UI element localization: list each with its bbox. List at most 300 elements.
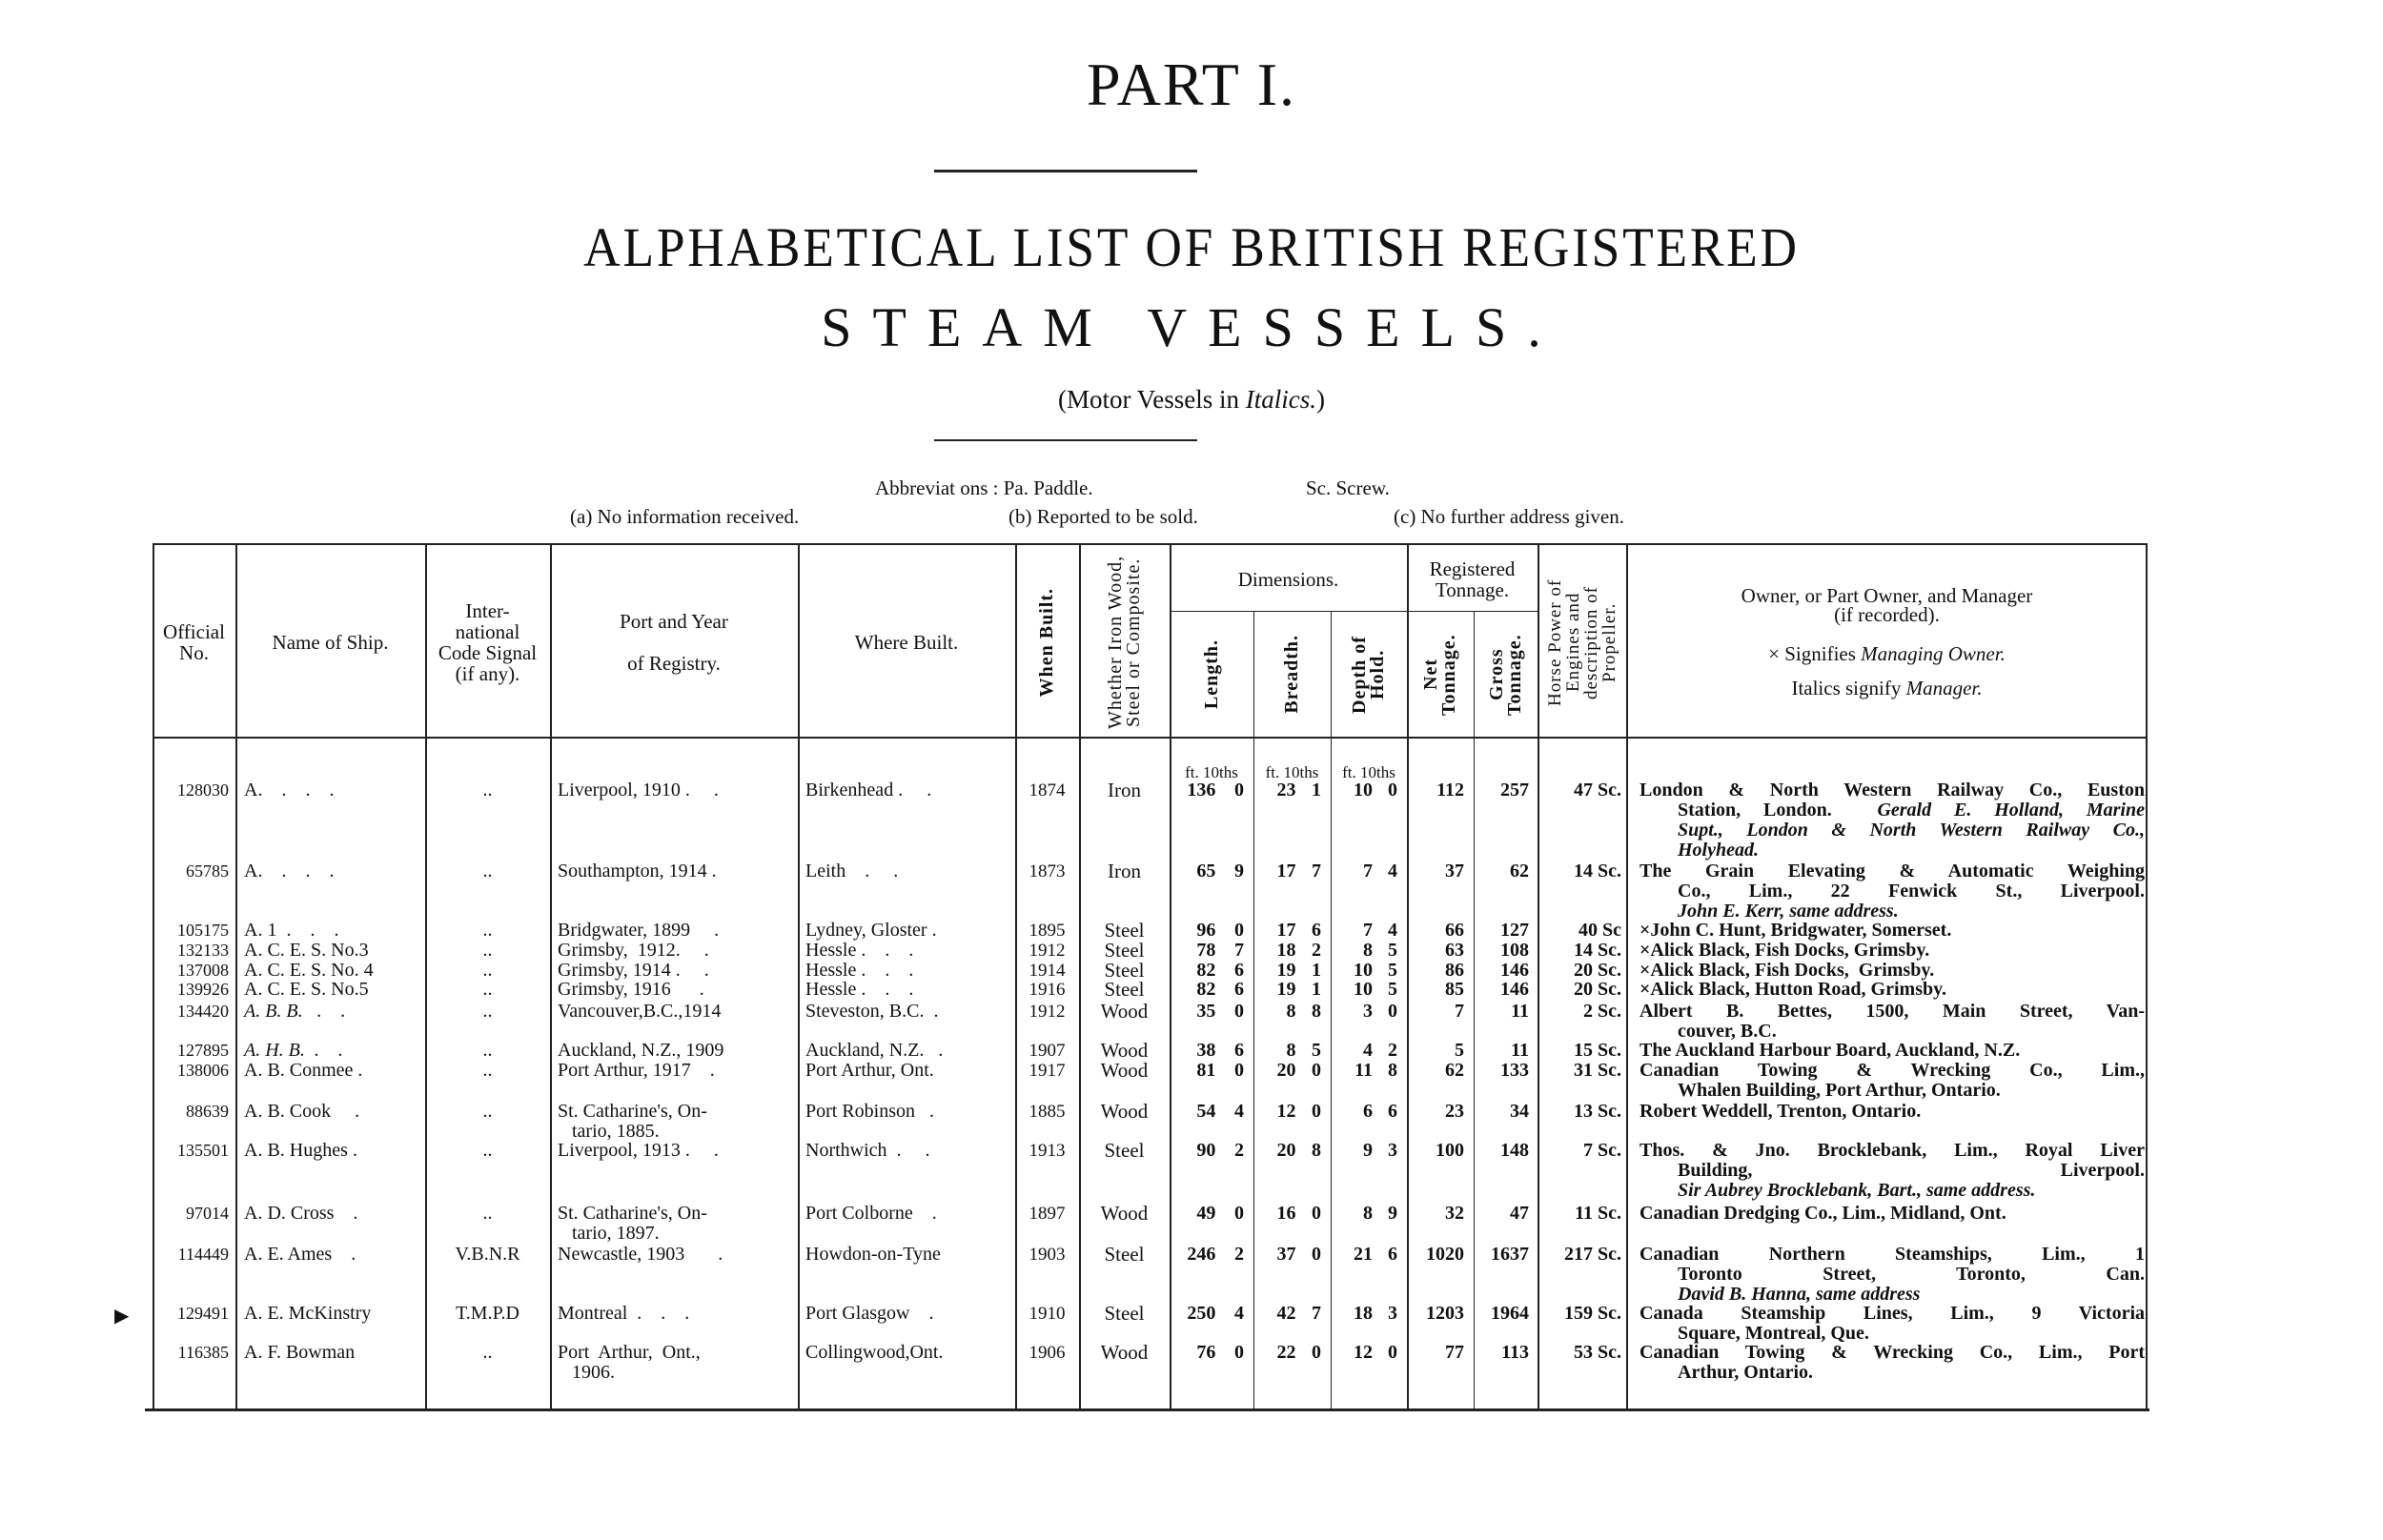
official-no: 97014	[186, 1204, 229, 1223]
where-built: Steveston, B.C. .	[805, 1001, 939, 1022]
when-built: 1903	[1029, 1245, 1066, 1265]
horse-power: 2 Sc.	[1583, 1001, 1621, 1022]
length-feet: 96	[1196, 920, 1216, 941]
when-built: 1912	[1029, 1002, 1066, 1022]
official-no: 138006	[177, 1061, 229, 1080]
owner-line	[1640, 1285, 2145, 1305]
gross-tonnage: 127	[1500, 920, 1529, 941]
owner	[1640, 1041, 2145, 1061]
gross-tonnage: 34	[1510, 1101, 1529, 1122]
owner-line	[1640, 1081, 2145, 1101]
depth-feet: 7	[1363, 861, 1373, 881]
owner-text: Canada Steamship Lines, Lim., 9 Victoria	[1640, 1303, 2145, 1324]
owner-line	[1640, 1324, 2145, 1344]
ship-name: A. 1 . . .	[244, 920, 339, 941]
manager-text: Gerald E. Holland, Marine	[1877, 800, 2145, 821]
owner-line	[1640, 1061, 2145, 1081]
breadth-tenths: 0	[1312, 1244, 1321, 1265]
length-feet: 38	[1196, 1040, 1216, 1061]
code-signal: ..	[482, 1203, 493, 1224]
length-tenths: 2	[1234, 1140, 1244, 1161]
material: Steel	[1104, 919, 1145, 942]
header-name: Name of Ship.	[272, 631, 389, 654]
manager-text: John E. Kerr, same address.	[1678, 901, 1899, 922]
gross-tonnage: 148	[1500, 1140, 1529, 1161]
length-tenths: 9	[1234, 861, 1244, 881]
owner-text: Canadian Towing & Wrecking Co., Lim.,	[1640, 1060, 2145, 1081]
gross-tonnage: 146	[1500, 979, 1529, 1000]
net-tonnage: 5	[1455, 1040, 1464, 1061]
official-no: 114449	[177, 1245, 229, 1264]
material: Steel	[1104, 1302, 1145, 1325]
breadth-tenths: 1	[1312, 780, 1321, 800]
when-built: 1914	[1029, 961, 1066, 981]
length-feet: 246	[1187, 1244, 1216, 1265]
owner-text: Canadian Northern Steamships, Lim., 1	[1640, 1244, 2145, 1265]
depth-feet: 6	[1363, 1101, 1373, 1122]
port-and-year: Montreal . . .	[558, 1303, 690, 1324]
page-title: ALPHABETICAL LIST OF BRITISH REGISTERED	[583, 216, 1800, 278]
depth-tenths: 4	[1388, 920, 1397, 941]
depth-tenths: 5	[1388, 979, 1397, 1000]
length-tenths: 0	[1234, 1001, 1244, 1022]
owner-text: The Auckland Harbour Board, Auckland, N.Z.	[1640, 1040, 2021, 1061]
port-and-year: Port Arthur, Ont., 1906.	[558, 1342, 701, 1383]
depth-tenths: 0	[1388, 1001, 1397, 1022]
gross-tonnage: 257	[1500, 780, 1529, 800]
horse-power: 14 Sc.	[1574, 861, 1621, 881]
where-built: Port Colborne .	[805, 1203, 937, 1224]
breadth-tenths: 1	[1312, 960, 1321, 981]
length-tenths: 6	[1234, 1040, 1244, 1061]
when-built: 1885	[1029, 1102, 1066, 1122]
breadth-feet: 8	[1286, 1001, 1296, 1022]
header-signal: Inter- national Code Signal (if any).	[438, 599, 538, 685]
header-owner-note1	[1768, 643, 2006, 664]
port-and-year: Vancouver,B.C.,1914	[558, 1001, 722, 1022]
net-tonnage: 1203	[1426, 1303, 1464, 1324]
column-divider	[550, 543, 552, 1410]
note-c: (c) No further address given.	[1394, 505, 1624, 528]
gross-tonnage: 146	[1500, 960, 1529, 981]
length-tenths: 2	[1234, 1244, 1244, 1265]
port-and-year: Southampton, 1914 .	[558, 861, 717, 881]
material: Steel	[1104, 1243, 1145, 1266]
depth-tenths: 5	[1388, 960, 1397, 981]
official-no: 105175	[177, 921, 229, 940]
breadth-feet: 17	[1276, 861, 1296, 881]
ship-name: A. . . .	[244, 861, 335, 881]
where-built: Auckland, N.Z. .	[805, 1040, 944, 1061]
official-no: 127895	[177, 1041, 229, 1060]
owner-line	[1640, 1141, 2145, 1161]
when-built: 1907	[1029, 1041, 1066, 1061]
horse-power: 53 Sc.	[1574, 1342, 1621, 1363]
length-tenths: 0	[1234, 780, 1244, 800]
owner-line	[1640, 1363, 2145, 1383]
depth-tenths: 2	[1388, 1040, 1397, 1061]
horse-power: 20 Sc.	[1574, 960, 1621, 981]
gross-tonnage: 1964	[1491, 1303, 1529, 1324]
where-built: Birkenhead . .	[805, 780, 932, 800]
depth-feet: 10	[1354, 979, 1373, 1000]
length-feet: 76	[1196, 1342, 1216, 1363]
column-divider	[1079, 543, 1081, 1410]
table-bottom-rule	[145, 1408, 2149, 1411]
ship-name: A. B. B. . .	[244, 1001, 346, 1022]
depth-feet: 11	[1354, 1060, 1373, 1081]
column-divider	[1015, 543, 1017, 1410]
gross-tonnage: 108	[1500, 940, 1529, 961]
length-feet: 54	[1196, 1101, 1216, 1122]
manager-text: Holyhead.	[1678, 840, 1759, 861]
official-no: 132133	[177, 941, 229, 960]
divider	[934, 170, 1197, 172]
header-net: Net Tonnage.	[1420, 633, 1459, 716]
horse-power: 15 Sc.	[1574, 1040, 1621, 1061]
length-feet: 250	[1187, 1303, 1216, 1324]
header-bottom-rule	[153, 737, 2148, 739]
note-b: (b) Reported to be sold.	[1008, 505, 1198, 528]
owner-text: Robert Weddell, Trenton, Ontario.	[1640, 1101, 1922, 1122]
depth-tenths: 9	[1388, 1203, 1397, 1224]
official-no: 128030	[177, 780, 229, 800]
official-no: 116385	[177, 1343, 229, 1362]
header-gross: Gross Tonnage.	[1485, 633, 1525, 716]
gross-tonnage: 113	[1501, 1342, 1529, 1363]
code-signal: ..	[482, 940, 493, 961]
depth-feet: 10	[1354, 780, 1373, 800]
where-built: Leith . .	[805, 861, 899, 881]
depth-feet: 9	[1363, 1140, 1373, 1161]
column-divider	[1407, 543, 1409, 1410]
material: Wood	[1100, 1039, 1149, 1062]
length-feet: 136	[1187, 780, 1216, 800]
owner	[1640, 780, 2145, 861]
gross-tonnage: 47	[1510, 1203, 1529, 1224]
net-tonnage: 66	[1445, 920, 1464, 941]
ship-name: A. C. E. S. No. 4	[244, 960, 374, 981]
owner-line	[1640, 1041, 2145, 1061]
official-no: 139926	[177, 980, 229, 999]
owner-line	[1640, 1181, 2145, 1201]
material: Wood	[1100, 1000, 1149, 1023]
owner-text: ×Alick Black, Hutton Road, Grimsby.	[1640, 979, 1946, 1000]
port-and-year: Auckland, N.Z., 1909	[558, 1040, 724, 1061]
breadth-tenths: 1	[1312, 979, 1321, 1000]
where-built: Lydney, Gloster .	[805, 920, 937, 941]
length-tenths: 7	[1234, 940, 1244, 961]
owner-text: Albert B. Bettes, 1500, Main Street, Van-	[1640, 1001, 2145, 1022]
ship-name: A. B. Conmee .	[244, 1060, 363, 1081]
table-top-rule	[153, 543, 2148, 545]
column-divider	[1331, 611, 1332, 1410]
net-tonnage: 37	[1445, 861, 1464, 881]
breadth-tenths: 5	[1312, 1040, 1321, 1061]
dim-unit-depth: ft. 10ths	[1342, 763, 1395, 781]
column-divider	[798, 543, 800, 1410]
owner-line	[1640, 980, 2145, 1000]
header-registered-tonnage: Registered Tonnage.	[1429, 557, 1516, 601]
owner	[1640, 1245, 2145, 1305]
owner-text: Square, Montreal, Que.	[1678, 1323, 1869, 1344]
owner	[1640, 1061, 2145, 1101]
depth-tenths: 5	[1388, 940, 1397, 961]
material: Wood	[1100, 1059, 1149, 1082]
length-feet: 65	[1196, 861, 1216, 881]
owner-line	[1640, 1002, 2145, 1022]
port-and-year: Liverpool, 1913 . .	[558, 1140, 719, 1161]
material: Steel	[1104, 978, 1145, 1001]
column-divider	[1474, 611, 1475, 1410]
owner-text: London & North Western Railway Co., Euston	[1640, 780, 2145, 800]
where-built: Collingwood,Ont.	[805, 1342, 944, 1363]
ship-name: A. C. E. S. No.5	[244, 979, 369, 1000]
depth-feet: 4	[1363, 1040, 1373, 1061]
header-depth: Depth of Hold.	[1349, 635, 1388, 714]
owner-text: Co., Lim., 22 Fenwick St., Liverpool.	[1678, 881, 2145, 902]
when-built: 1873	[1029, 861, 1066, 881]
depth-tenths: 4	[1388, 861, 1397, 881]
breadth-feet: 19	[1276, 979, 1296, 1000]
port-and-year: Port Arthur, 1917 .	[558, 1060, 715, 1081]
when-built: 1913	[1029, 1141, 1066, 1161]
breadth-tenths: 0	[1312, 1101, 1321, 1122]
subtitle-prefix: (Motor Vessels in	[1057, 385, 1246, 414]
ship-name: A. E. Ames .	[244, 1244, 356, 1265]
header-dimensions: Dimensions.	[1237, 568, 1339, 591]
depth-feet: 12	[1354, 1342, 1373, 1363]
header-port: Port and Year of Registry.	[620, 610, 728, 675]
owner-line	[1640, 921, 2145, 941]
length-tenths: 6	[1234, 960, 1244, 981]
when-built: 1912	[1029, 941, 1066, 961]
page-title-line2: STEAM VESSELS.	[821, 296, 1562, 358]
note-italic: Manager.	[1905, 677, 1983, 699]
code-signal: ..	[482, 1101, 493, 1122]
breadth-feet: 23	[1276, 780, 1296, 800]
owner-text: ×Alick Black, Fish Docks, Grimsby.	[1640, 940, 1930, 961]
code-signal: ..	[482, 780, 493, 800]
owner	[1640, 921, 2145, 941]
subtitle-italic: Italics.	[1245, 385, 1316, 414]
breadth-tenths: 6	[1312, 920, 1321, 941]
where-built: Hessle . . .	[805, 979, 914, 1000]
official-no: 135501	[177, 1141, 229, 1160]
owner-text: Toronto Street, Toronto, Can.	[1678, 1264, 2145, 1285]
where-built: Hessle . . .	[805, 960, 914, 981]
material: Steel	[1104, 939, 1145, 962]
column-divider	[1538, 543, 1539, 1410]
official-no: 65785	[186, 861, 229, 881]
horse-power: 20 Sc.	[1574, 979, 1621, 1000]
port-and-year: Grimsby, 1912. .	[558, 940, 709, 961]
manager-text: Sir Aubrey Brocklebank, Bart., same address.	[1678, 1180, 2036, 1201]
ship-name: A. F. Bowman	[244, 1342, 356, 1363]
when-built: 1895	[1029, 921, 1066, 941]
ship-name: A. B. Hughes .	[244, 1140, 357, 1161]
dim-unit-length: ft. 10ths	[1185, 763, 1238, 781]
breadth-tenths: 8	[1312, 1140, 1321, 1161]
owner-text: The Grain Elevating & Automatic Weighing	[1640, 861, 2145, 881]
ship-name: A. D. Cross .	[244, 1203, 358, 1224]
dim-unit-breadth: ft. 10ths	[1265, 763, 1319, 781]
official-no: 88639	[186, 1102, 229, 1121]
port-and-year: Bridgwater, 1899 .	[558, 920, 720, 941]
code-signal: ..	[482, 1342, 493, 1363]
ship-name: A. H. B. . .	[244, 1040, 343, 1061]
where-built: Hessle . . .	[805, 940, 914, 961]
material: Steel	[1104, 1139, 1145, 1162]
owner	[1640, 1002, 2145, 1042]
horse-power: 40 Sc	[1578, 920, 1621, 941]
gross-tonnage: 11	[1511, 1040, 1529, 1061]
depth-feet: 10	[1354, 960, 1373, 981]
horse-power: 7 Sc.	[1583, 1140, 1621, 1161]
column-divider	[1626, 543, 1628, 1410]
ship-name: A. B. Cook .	[244, 1101, 360, 1122]
when-built: 1917	[1029, 1061, 1066, 1081]
length-tenths: 0	[1234, 1203, 1244, 1224]
owner-text: Thos. & Jno. Brocklebank, Lim., Royal Liver	[1640, 1140, 2145, 1161]
depth-tenths: 0	[1388, 1342, 1397, 1363]
where-built: Port Robinson .	[805, 1101, 935, 1122]
header-when-built: When Built.	[1036, 587, 1057, 698]
owner-text: Canadian Dredging Co., Lim., Midland, Ont.	[1640, 1203, 2006, 1224]
length-feet: 81	[1196, 1060, 1216, 1081]
depth-feet: 18	[1354, 1303, 1373, 1324]
code-signal: ..	[482, 960, 493, 981]
breadth-tenths: 8	[1312, 1001, 1321, 1022]
part-heading: PART I.	[1086, 51, 1297, 118]
net-tonnage: 112	[1436, 780, 1464, 800]
material: Steel	[1104, 959, 1145, 982]
code-signal: ..	[482, 1060, 493, 1081]
owner-text: Building, Liverpool.	[1678, 1160, 2145, 1181]
header-length: Length.	[1200, 638, 1222, 710]
code-signal: ..	[482, 979, 493, 1000]
net-tonnage: 32	[1445, 1203, 1464, 1224]
owner-line	[1640, 841, 2145, 861]
breadth-tenths: 0	[1312, 1203, 1321, 1224]
owner-line	[1640, 1022, 2145, 1042]
depth-feet: 8	[1363, 1203, 1373, 1224]
net-tonnage: 77	[1445, 1342, 1464, 1363]
length-feet: 35	[1196, 1001, 1216, 1022]
breadth-tenths: 2	[1312, 940, 1321, 961]
official-no: 137008	[177, 961, 229, 980]
depth-tenths: 3	[1388, 1140, 1397, 1161]
length-tenths: 0	[1234, 920, 1244, 941]
depth-feet: 8	[1363, 940, 1373, 961]
owner-line	[1640, 1204, 2145, 1224]
owner-text: Station, London.	[1678, 800, 1878, 821]
net-tonnage: 7	[1455, 1001, 1464, 1022]
header-material: Whether Iron Wood, Steel or Composite.	[1104, 555, 1144, 730]
owner-line	[1640, 941, 2145, 961]
owner-line	[1640, 821, 2145, 841]
gross-tonnage: 11	[1511, 1001, 1529, 1022]
owner-text: Whalen Building, Port Arthur, Ontario.	[1678, 1080, 2001, 1101]
where-built: Port Arthur, Ont.	[805, 1060, 934, 1081]
breadth-feet: 19	[1276, 960, 1296, 981]
owner	[1640, 980, 2145, 1000]
port-and-year: Liverpool, 1910 . .	[558, 780, 719, 800]
header-owner-note2	[1791, 678, 1982, 699]
breadth-tenths: 7	[1312, 861, 1321, 881]
owner-line	[1640, 1161, 2145, 1181]
owner	[1640, 1102, 2145, 1122]
breadth-tenths: 0	[1312, 1060, 1321, 1081]
length-tenths: 4	[1234, 1101, 1244, 1122]
horse-power: 217 Sc.	[1564, 1244, 1621, 1265]
horse-power: 13 Sc.	[1574, 1101, 1621, 1122]
abbreviations: Abbreviat ons : Pa. Paddle.	[875, 476, 1093, 499]
depth-feet: 3	[1363, 1001, 1373, 1022]
manager-text: David B. Hanna, same address	[1678, 1284, 1921, 1305]
owner-text: Arthur, Ontario.	[1678, 1362, 1814, 1383]
subtitle	[0, 385, 2383, 415]
owner	[1640, 1204, 2145, 1224]
horse-power: 14 Sc.	[1574, 940, 1621, 961]
ship-name: A. . . .	[244, 780, 335, 800]
material: Iron	[1108, 779, 1141, 801]
gross-tonnage: 62	[1510, 861, 1529, 881]
header-breadth: Breadth.	[1281, 635, 1302, 714]
breadth-feet: 37	[1276, 1244, 1296, 1265]
horse-power: 47 Sc.	[1574, 780, 1621, 800]
owner-line	[1640, 800, 2145, 821]
when-built: 1874	[1029, 780, 1066, 800]
when-built: 1897	[1029, 1204, 1066, 1224]
owner	[1640, 961, 2145, 981]
owner-text: ×Alick Black, Fish Docks, Grimsby.	[1640, 960, 1935, 981]
ship-name: A. E. McKinstry	[244, 1303, 372, 1324]
owner-line	[1640, 861, 2145, 881]
length-feet: 82	[1196, 960, 1216, 981]
owner-line	[1640, 902, 2145, 922]
ship-name: A. C. E. S. No.3	[244, 940, 369, 961]
breadth-feet: 18	[1276, 940, 1296, 961]
code-signal: T.M.P.D	[456, 1303, 519, 1324]
port-and-year: Newcastle, 1903 .	[558, 1244, 723, 1265]
owner-line	[1640, 961, 2145, 981]
owner-line	[1640, 780, 2145, 800]
port-and-year: Grimsby, 1916 .	[558, 979, 704, 1000]
owner-text: Canadian Towing & Wrecking Co., Lim., Port	[1640, 1342, 2145, 1363]
depth-tenths: 0	[1388, 780, 1397, 800]
owner-text: ×John C. Hunt, Bridgwater, Somerset.	[1640, 920, 1952, 941]
code-signal: V.B.N.R	[455, 1244, 520, 1265]
gross-tonnage: 1637	[1491, 1244, 1529, 1265]
column-divider	[2146, 543, 2148, 1410]
column-divider	[1253, 611, 1254, 1410]
column-divider	[1170, 543, 1171, 1410]
note-text: Italics signify	[1791, 677, 1906, 699]
breadth-tenths: 7	[1312, 1303, 1321, 1324]
note-text: × Signifies	[1768, 642, 1862, 665]
subtitle-suffix: )	[1316, 385, 1325, 414]
port-and-year: Grimsby, 1914 . .	[558, 960, 709, 981]
owner-line	[1640, 1102, 2145, 1122]
when-built: 1910	[1029, 1304, 1066, 1324]
code-signal: ..	[482, 1040, 493, 1061]
net-tonnage: 63	[1445, 940, 1464, 961]
length-tenths: 0	[1234, 1342, 1244, 1363]
depth-feet: 7	[1363, 920, 1373, 941]
column-divider	[153, 543, 154, 1410]
port-and-year: St. Catharine's, On- tario, 1897.	[558, 1203, 707, 1244]
